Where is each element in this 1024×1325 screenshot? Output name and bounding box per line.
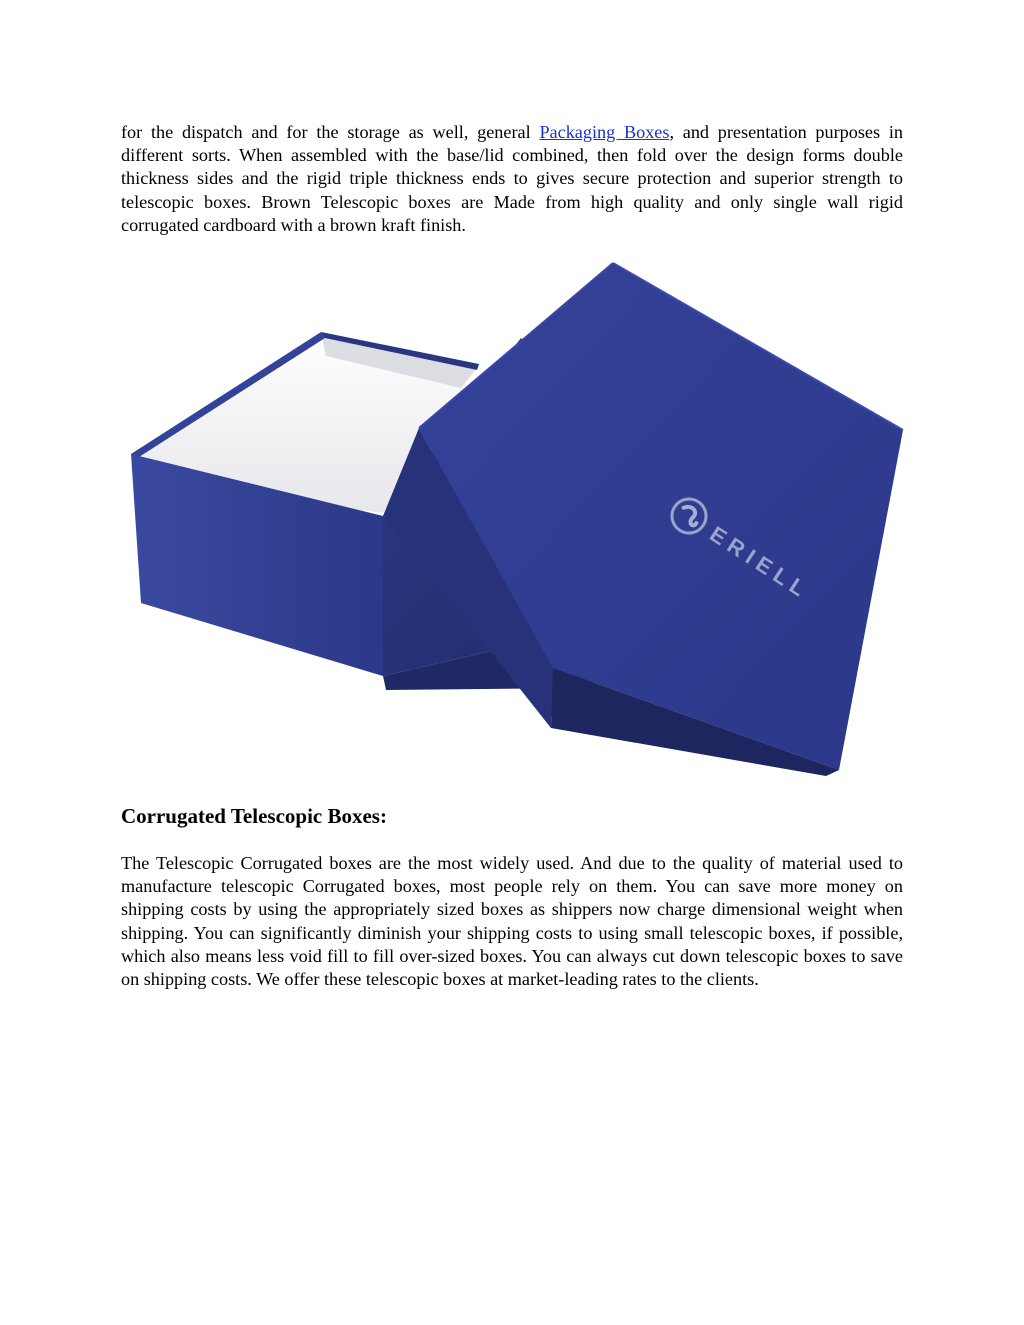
packaging-boxes-link[interactable]: Packaging Boxes (539, 122, 670, 142)
intro-paragraph (121, 121, 903, 237)
box-product-image (121, 258, 904, 780)
intro-text-before-link: for the dispatch and for the storage as well, general (121, 122, 540, 142)
intro-text-after-link: , and presentation purposes in different sorts. When assembled with the base/lid combined, then fold over the design forms double thickness sides and the rigid triple thickness ends to gives secure protection and superior strength to telescopic boxes. Brown Telescopic boxes are Made from high quality and only single wall rigid corrugated cardboard with a brown kraft finish. (121, 122, 903, 235)
section-heading: Corrugated Telescopic Boxes: (121, 804, 387, 828)
logo-text: ERIELL (705, 521, 815, 605)
lid-top (419, 263, 903, 770)
section-body-paragraph: The Telescopic Corrugated boxes are the most widely used. And due to the quality of material used to manufacture telescopic Corrugated boxes, most people rely on them. You can save more money on shipping costs by using the appropriately sized boxes as shippers now charge dimensional weight when shipping. You can significantly diminish your shipping costs to using small telescopic boxes, if possible, which also means less void fill to fill over-sized boxes. You can always cut down telescopic boxes to save on shipping costs. We offer these telescopic boxes at market-leading rates to the clients. (121, 853, 903, 990)
